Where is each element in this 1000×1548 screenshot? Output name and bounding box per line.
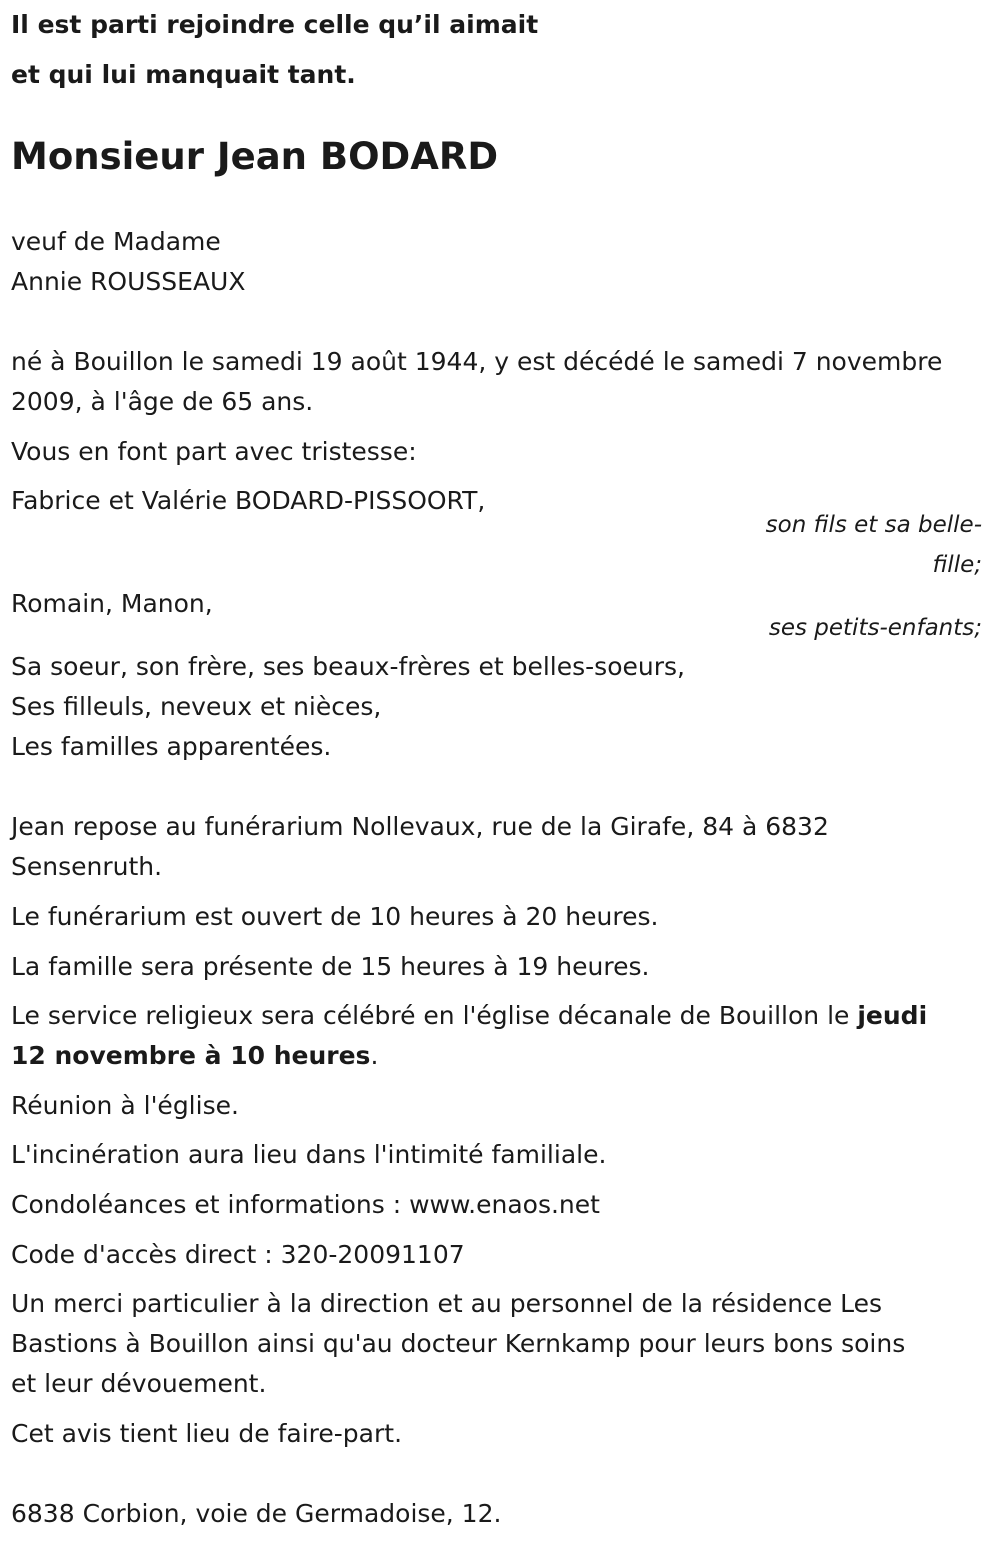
service-end: . xyxy=(370,1041,379,1070)
deceased-name: Monsieur Jean BODARD xyxy=(11,135,499,178)
son-names: Fabrice et Valérie BODARD-PISSOORT, xyxy=(11,486,486,515)
notice: Cet avis tient lieu de faire-part. xyxy=(11,1419,403,1448)
repose-line-2: Sensenruth. xyxy=(11,852,163,881)
thanks-line-1: Un merci particulier à la direction et au personnel de la résidence Les xyxy=(11,1289,883,1318)
address: 6838 Corbion, voie de Germadoise, 12. xyxy=(11,1499,502,1528)
son-role-line-2: fille; xyxy=(932,552,982,578)
intro-line-1: Il est parti rejoindre celle qu’il aimait xyxy=(11,10,539,39)
service-line-1 xyxy=(11,996,927,1036)
service-day: jeudi xyxy=(857,1001,928,1030)
service-line-2 xyxy=(11,1036,378,1076)
family-other-1: Sa soeur, son frère, ses beaux-frères et belles-soeurs, xyxy=(11,652,685,681)
family-other-3: Les familles apparentées. xyxy=(11,732,332,761)
meeting: Réunion à l'église. xyxy=(11,1091,239,1120)
son-role-line-1: son fils et sa belle- xyxy=(765,512,982,538)
intro-line-2: et qui lui manquait tant. xyxy=(11,60,356,89)
thanks-line-2: Bastions à Bouillon ainsi qu'au docteur Kernkamp pour leurs bons soins xyxy=(11,1329,906,1358)
widow-line-2: Annie ROUSSEAUX xyxy=(11,267,246,296)
widow-line-1: veuf de Madame xyxy=(11,227,221,256)
grandchildren-names: Romain, Manon, xyxy=(11,589,213,618)
condolences: Condoléances et informations : www.enaos.net xyxy=(11,1190,600,1219)
thanks-line-3: et leur dévouement. xyxy=(11,1369,267,1398)
cremation: L'incinération aura lieu dans l'intimité familiale. xyxy=(11,1140,607,1169)
funerarium-hours: Le funérarium est ouvert de 10 heures à 20 heures. xyxy=(11,902,659,931)
birth-death-line-2: 2009, à l'âge de 65 ans. xyxy=(11,387,314,416)
announcement: Vous en font part avec tristesse: xyxy=(11,437,417,466)
grandchildren-role: ses petits-enfants; xyxy=(768,615,982,641)
service-date-time: 12 novembre à 10 heures xyxy=(11,1041,371,1070)
family-other-2: Ses filleuls, neveux et nièces, xyxy=(11,692,382,721)
access-code: Code d'accès direct : 320-20091107 xyxy=(11,1240,465,1269)
family-presence: La famille sera présente de 15 heures à 19 heures. xyxy=(11,952,650,981)
repose-line-1: Jean repose au funérarium Nollevaux, rue de la Girafe, 84 à 6832 xyxy=(11,812,829,841)
birth-death-line-1: né à Bouillon le samedi 19 août 1944, y est décédé le samedi 7 novembre xyxy=(11,347,943,376)
service-text: Le service religieux sera célébré en l'église décanale de Bouillon le xyxy=(11,1001,858,1030)
